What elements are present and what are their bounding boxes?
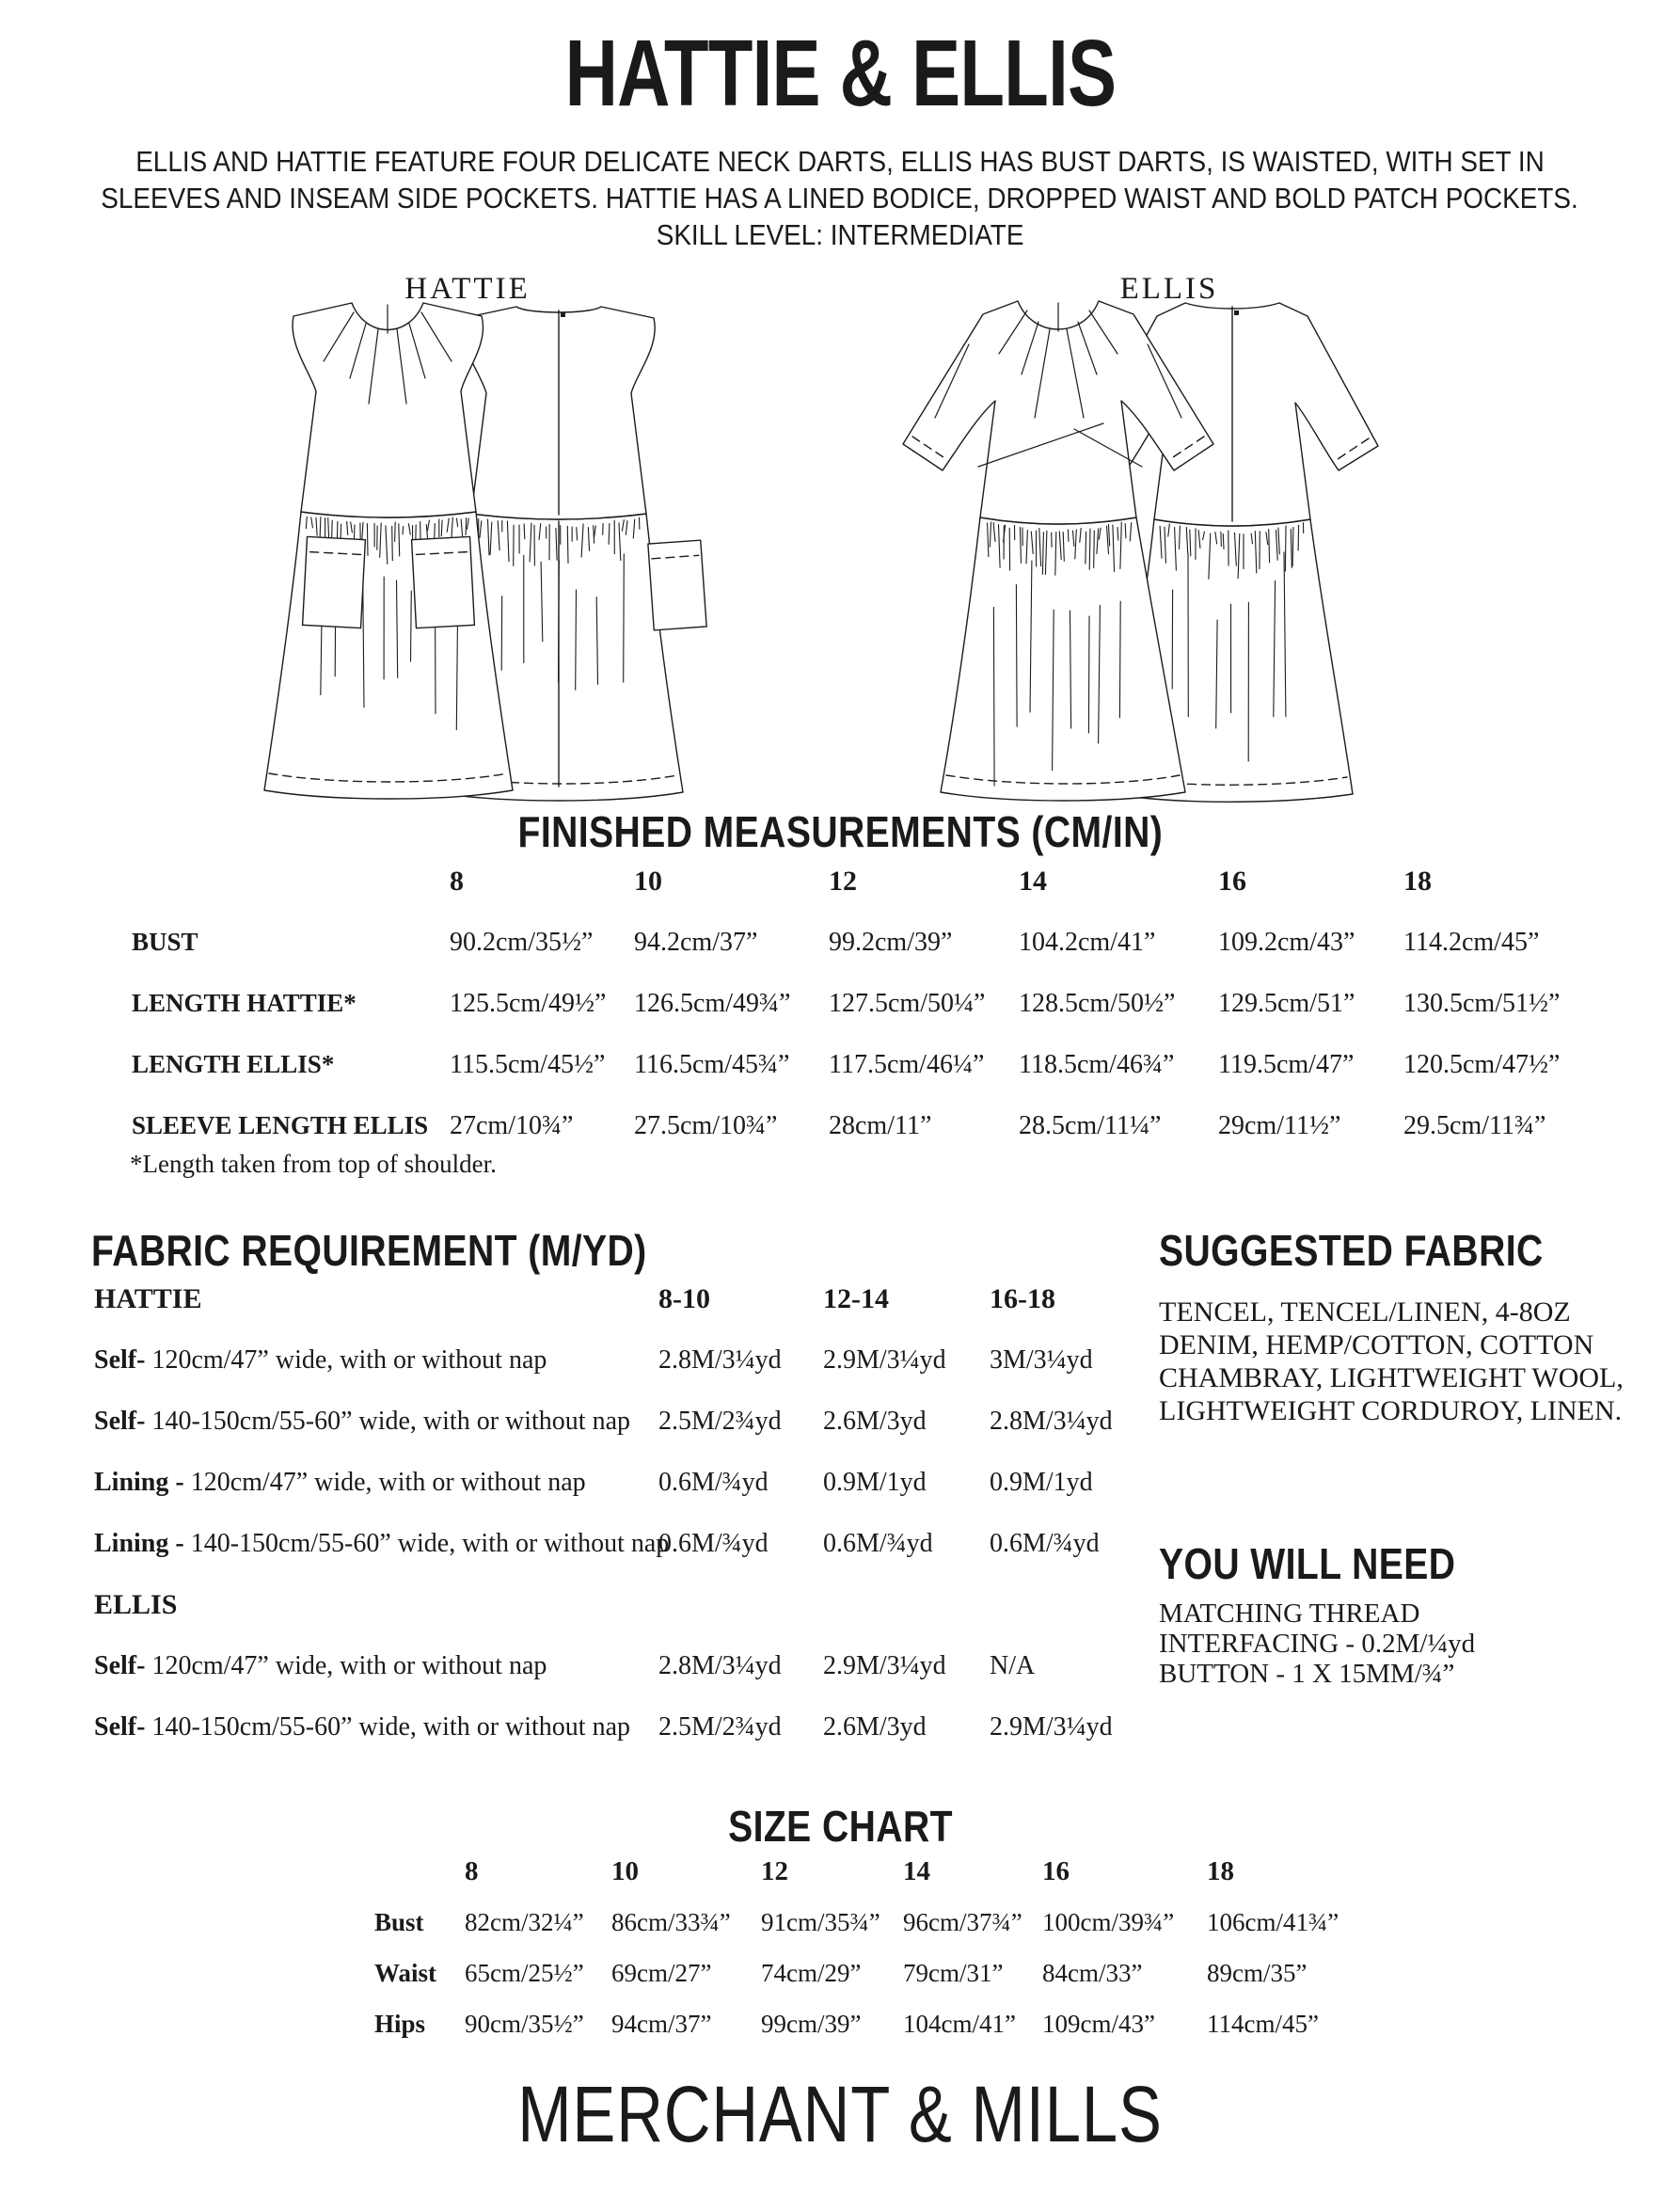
empty-cell <box>132 851 450 912</box>
size-header: 14 <box>903 1856 930 1886</box>
measurement-value: 128.5cm/50½” <box>1019 989 1176 1018</box>
suggested-fabric-line: TENCEL, TENCEL/LINEN, 4-8OZ <box>1159 1296 1571 1328</box>
measurement-value: 104.2cm/41” <box>1019 928 1156 957</box>
description-line: SLEEVES AND INSEAM SIDE POCKETS. HATTIE HAS A LINED BODICE, DROPPED WAIST AND BOLD PATCH POCKETS. <box>101 182 1579 215</box>
need-item: MATCHING THREAD <box>1159 1599 1420 1629</box>
ellis-technical-drawing <box>875 286 1420 813</box>
fabric-row-label: Self- 120cm/47” wide, with or without nap <box>94 1345 547 1375</box>
size-range-header: 8-10 <box>658 1283 710 1314</box>
row-label: Bust <box>374 1908 424 1936</box>
ellis-back-button <box>1234 310 1239 315</box>
fabric-value: 2.5M/2¾yd <box>658 1407 782 1436</box>
size-value: 90cm/35½” <box>465 2010 584 2038</box>
brand-footer: MERCHANT & MILLS <box>517 2070 1163 2158</box>
size-header: 18 <box>1403 866 1432 897</box>
measurement-value: 115.5cm/45½” <box>450 1050 606 1079</box>
fabric-value: 0.6M/¾yd <box>658 1468 769 1497</box>
fabric-row-label: Lining - 140-150cm/55-60” wide, with or without nap <box>94 1529 670 1558</box>
hattie-front-left-pocket <box>303 536 366 628</box>
measurement-value: 29cm/11½” <box>1218 1111 1341 1140</box>
page-title: HATTIE & ELLIS <box>564 21 1116 126</box>
measurement-value: 126.5cm/49¾” <box>634 989 791 1018</box>
fabric-row-label: Self- 140-150cm/55-60” wide, with or without nap <box>94 1712 631 1742</box>
size-value: 74cm/29” <box>761 1959 862 1987</box>
measurement-value: 109.2cm/43” <box>1218 928 1355 957</box>
size-range-header: 12-14 <box>823 1283 889 1314</box>
row-label: BUST <box>132 928 198 956</box>
measurement-value: 127.5cm/50¼” <box>829 989 986 1018</box>
size-header: 8 <box>465 1856 479 1886</box>
pattern-description <box>0 143 1680 253</box>
fabric-value: 0.9M/1yd <box>823 1468 927 1497</box>
size-chart-table <box>374 1846 1357 2049</box>
size-header: 10 <box>634 866 662 897</box>
you-will-need-list <box>1159 1599 1475 1689</box>
fabric-value: 2.8M/3¼yd <box>658 1651 782 1680</box>
size-value: 94cm/37” <box>611 2010 712 2038</box>
fabric-value: 2.8M/3¼yd <box>990 1407 1113 1436</box>
hattie-back-button <box>561 312 565 317</box>
hattie-front-right-pocket <box>412 536 475 628</box>
fabric-row-label: Lining - 120cm/47” wide, with or without nap <box>94 1468 586 1497</box>
fabric-value: 2.9M/3¼yd <box>990 1712 1113 1742</box>
size-value: 82cm/32¼” <box>465 1908 584 1936</box>
fabric-value: 0.6M/¾yd <box>658 1529 769 1558</box>
fabric-value: 2.8M/3¼yd <box>658 1345 782 1375</box>
suggested-fabric-heading: SUGGESTED FABRIC <box>1159 1226 1544 1275</box>
measurement-value: 117.5cm/46¼” <box>829 1050 985 1079</box>
row-label: LENGTH ELLIS* <box>132 1050 335 1078</box>
fabric-value: N/A <box>990 1651 1036 1680</box>
hattie-technical-drawing <box>211 286 756 813</box>
measurement-value: 125.5cm/49½” <box>450 989 607 1018</box>
measurement-value: 120.5cm/47½” <box>1403 1050 1561 1079</box>
measurement-value: 118.5cm/46¾” <box>1019 1050 1175 1079</box>
measurement-value: 29.5cm/11¾” <box>1403 1111 1546 1140</box>
row-label: Hips <box>374 2010 426 2038</box>
fabric-value: 2.9M/3¼yd <box>823 1651 946 1680</box>
measurement-value: 90.2cm/35½” <box>450 928 594 957</box>
fabric-row-label: Self- 120cm/47” wide, with or without nap <box>94 1651 547 1680</box>
hattie-back-pocket <box>648 540 706 630</box>
skill-level: SKILL LEVEL: INTERMEDIATE <box>656 218 1024 251</box>
measurement-value: 94.2cm/37” <box>634 928 758 957</box>
hattie-drawing-label: HATTIE <box>404 272 531 306</box>
fabric-value: 0.9M/1yd <box>990 1468 1093 1497</box>
suggested-fabric-text <box>1159 1296 1624 1427</box>
measurement-value: 116.5cm/45¾” <box>634 1050 790 1079</box>
suggested-fabric-line: LIGHTWEIGHT CORDUROY, LINEN. <box>1159 1395 1623 1426</box>
size-value: 106cm/41¾” <box>1207 1908 1339 1936</box>
row-label: SLEEVE LENGTH ELLIS <box>132 1111 429 1139</box>
size-header: 16 <box>1218 866 1246 897</box>
size-range-header: 16-18 <box>990 1283 1055 1314</box>
measurement-value: 27.5cm/10¾” <box>634 1111 778 1140</box>
size-value: 104cm/41” <box>903 2010 1016 2038</box>
fabric-value: 3M/3¼yd <box>990 1345 1093 1375</box>
you-will-need-heading: YOU WILL NEED <box>1159 1539 1456 1588</box>
fabric-value: 2.5M/2¾yd <box>658 1712 782 1742</box>
row-label: LENGTH HATTIE* <box>132 989 357 1017</box>
measurement-value: 130.5cm/51½” <box>1403 989 1561 1018</box>
measurement-value: 114.2cm/45” <box>1403 928 1540 957</box>
size-header: 16 <box>1042 1856 1070 1886</box>
size-value: 69cm/27” <box>611 1959 712 1987</box>
empty-cell <box>374 1846 465 1897</box>
fabric-row-label: Self- 140-150cm/55-60” wide, with or without nap <box>94 1407 631 1436</box>
measurement-value: 119.5cm/47” <box>1218 1050 1355 1079</box>
measurements-footnote: *Length taken from top of shoulder. <box>130 1150 497 1178</box>
size-header: 18 <box>1207 1856 1234 1886</box>
size-value: 65cm/25½” <box>465 1959 584 1987</box>
description-line: ELLIS AND HATTIE FEATURE FOUR DELICATE NECK DARTS, ELLIS HAS BUST DARTS, IS WAISTED, WITH SET IN <box>135 145 1545 178</box>
size-value: 86cm/33¾” <box>611 1908 731 1936</box>
finished-measurements-heading: FINISHED MEASUREMENTS (CM/IN) <box>517 807 1163 856</box>
ellis-drawing-label: ELLIS <box>1119 272 1219 306</box>
size-value: 109cm/43” <box>1042 2010 1155 2038</box>
size-value: 84cm/33” <box>1042 1959 1143 1987</box>
fabric-requirement-table <box>94 1268 1168 1758</box>
size-header: 10 <box>611 1856 639 1886</box>
fabric-value: 0.6M/¾yd <box>990 1529 1100 1558</box>
finished-measurements-table <box>132 851 1592 1156</box>
fabric-value: 2.6M/3yd <box>823 1712 927 1742</box>
size-value: 96cm/37¾” <box>903 1908 1022 1936</box>
measurement-value: 28.5cm/11¼” <box>1019 1111 1162 1140</box>
suggested-fabric-line: DENIM, HEMP/COTTON, COTTON <box>1159 1329 1594 1360</box>
fabric-value: 0.6M/¾yd <box>823 1529 933 1558</box>
measurement-value: 99.2cm/39” <box>829 928 953 957</box>
row-label: Waist <box>374 1959 437 1987</box>
measurement-value: 129.5cm/51” <box>1218 989 1355 1018</box>
size-value: 99cm/39” <box>761 2010 862 2038</box>
ellis-section-label: ELLIS <box>94 1589 178 1620</box>
size-value: 114cm/45” <box>1207 2010 1319 2038</box>
suggested-fabric-line: CHAMBRAY, LIGHTWEIGHT WOOL, <box>1159 1362 1624 1393</box>
size-header: 12 <box>761 1856 788 1886</box>
fabric-value: 2.9M/3¼yd <box>823 1345 946 1375</box>
hattie-front-view <box>264 303 513 799</box>
size-header: 14 <box>1019 866 1047 897</box>
fabric-value: 2.6M/3yd <box>823 1407 927 1436</box>
need-item: INTERFACING - 0.2M/¼yd <box>1159 1629 1476 1659</box>
measurement-value: 28cm/11” <box>829 1111 932 1140</box>
hattie-section-label: HATTIE <box>94 1283 202 1314</box>
need-item: BUTTON - 1 X 15MM/¾” <box>1159 1659 1455 1689</box>
size-chart-heading: SIZE CHART <box>727 1802 953 1851</box>
size-value: 89cm/35” <box>1207 1959 1308 1987</box>
size-value: 91cm/35¾” <box>761 1908 880 1936</box>
size-value: 100cm/39¾” <box>1042 1908 1175 1936</box>
fabric-requirement-heading: FABRIC REQUIREMENT (M/YD) <box>91 1226 647 1275</box>
size-header: 8 <box>450 866 464 897</box>
size-header: 12 <box>829 866 857 897</box>
size-value: 79cm/31” <box>903 1959 1004 1987</box>
measurement-value: 27cm/10¾” <box>450 1111 574 1140</box>
